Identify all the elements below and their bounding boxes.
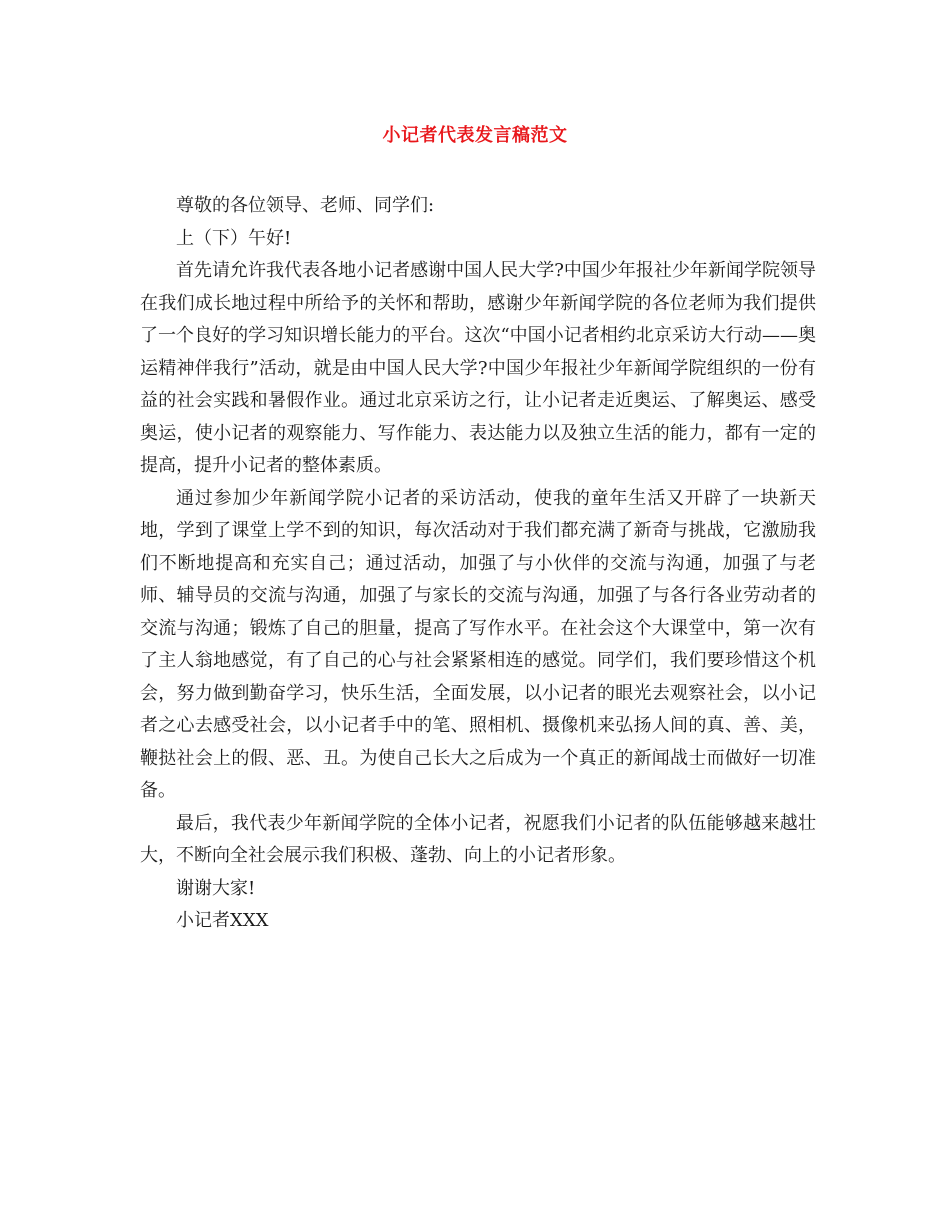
paragraph: 最后，我代表少年新闻学院的全体小记者，祝愿我们小记者的队伍能够越来越壮大，不断向全社会展示我们积极、蓬勃、向上的小记者形象。 [140, 812, 816, 866]
salutation: 尊敬的各位领导、老师、同学们: [176, 195, 435, 216]
paragraph: 通过参加少年新闻学院小记者的采访活动，使我的童年生活又开辟了一块新天地，学到了课堂上学不到的知识，每次活动对于我们都充满了新奇与挑战，它激励我们不断地提高和充实自己；通过活动，加强了与小伙伴的交流与沟通，加强了与老师、辅导员的交流与沟通，加强了与家长的交流与沟通，加强了与各行各业劳动者的交流与沟通；锻炼了自己的胆量，提高了写作水平。在社会这个大课堂中，第一次有了主人翁地感觉，有了自己的心与社会紧紧相连的感觉。同学们，我们要珍惜这个机会，努力做到勤奋学习，快乐生活，全面发展，以小记者的眼光去观察社会，以小记者之心去感受社会，以小记者手中的笔、照相机、摄像机来弘扬人间的真、善、美，鞭挞社会上的假、恶、丑。为使自己长大之后成为一个真正的新闻战士而做好一切准备。 [140, 487, 816, 801]
closing: 谢谢大家! [176, 877, 256, 899]
document-body [140, 190, 816, 938]
paragraph: 首先请允许我代表各地小记者感谢中国人民大学?中国少年报社少年新闻学院领导在我们成长地过程中所给予的关怀和帮助，感谢少年新闻学院的各位老师为我们提供了一个良好的学习知识增长能力的平台。这次“中国小记者相约北京采访大行动——奥运精神伴我行”活动，就是由中国人民大学?中国少年报社少年新闻学院组织的一份有益的社会实践和暑假作业。通过北京采访之行，让小记者走近奥运、了解奥运、感受奥运，使小记者的观察能力、写作能力、表达能力以及独立生活的能力，都有一定的提高，提升小记者的整体素质。 [140, 260, 816, 476]
signature: 小记者XXX [176, 910, 269, 931]
greeting: 上（下）午好! [176, 227, 292, 249]
document-title: 小记者代表发言稿范文 [382, 125, 568, 146]
